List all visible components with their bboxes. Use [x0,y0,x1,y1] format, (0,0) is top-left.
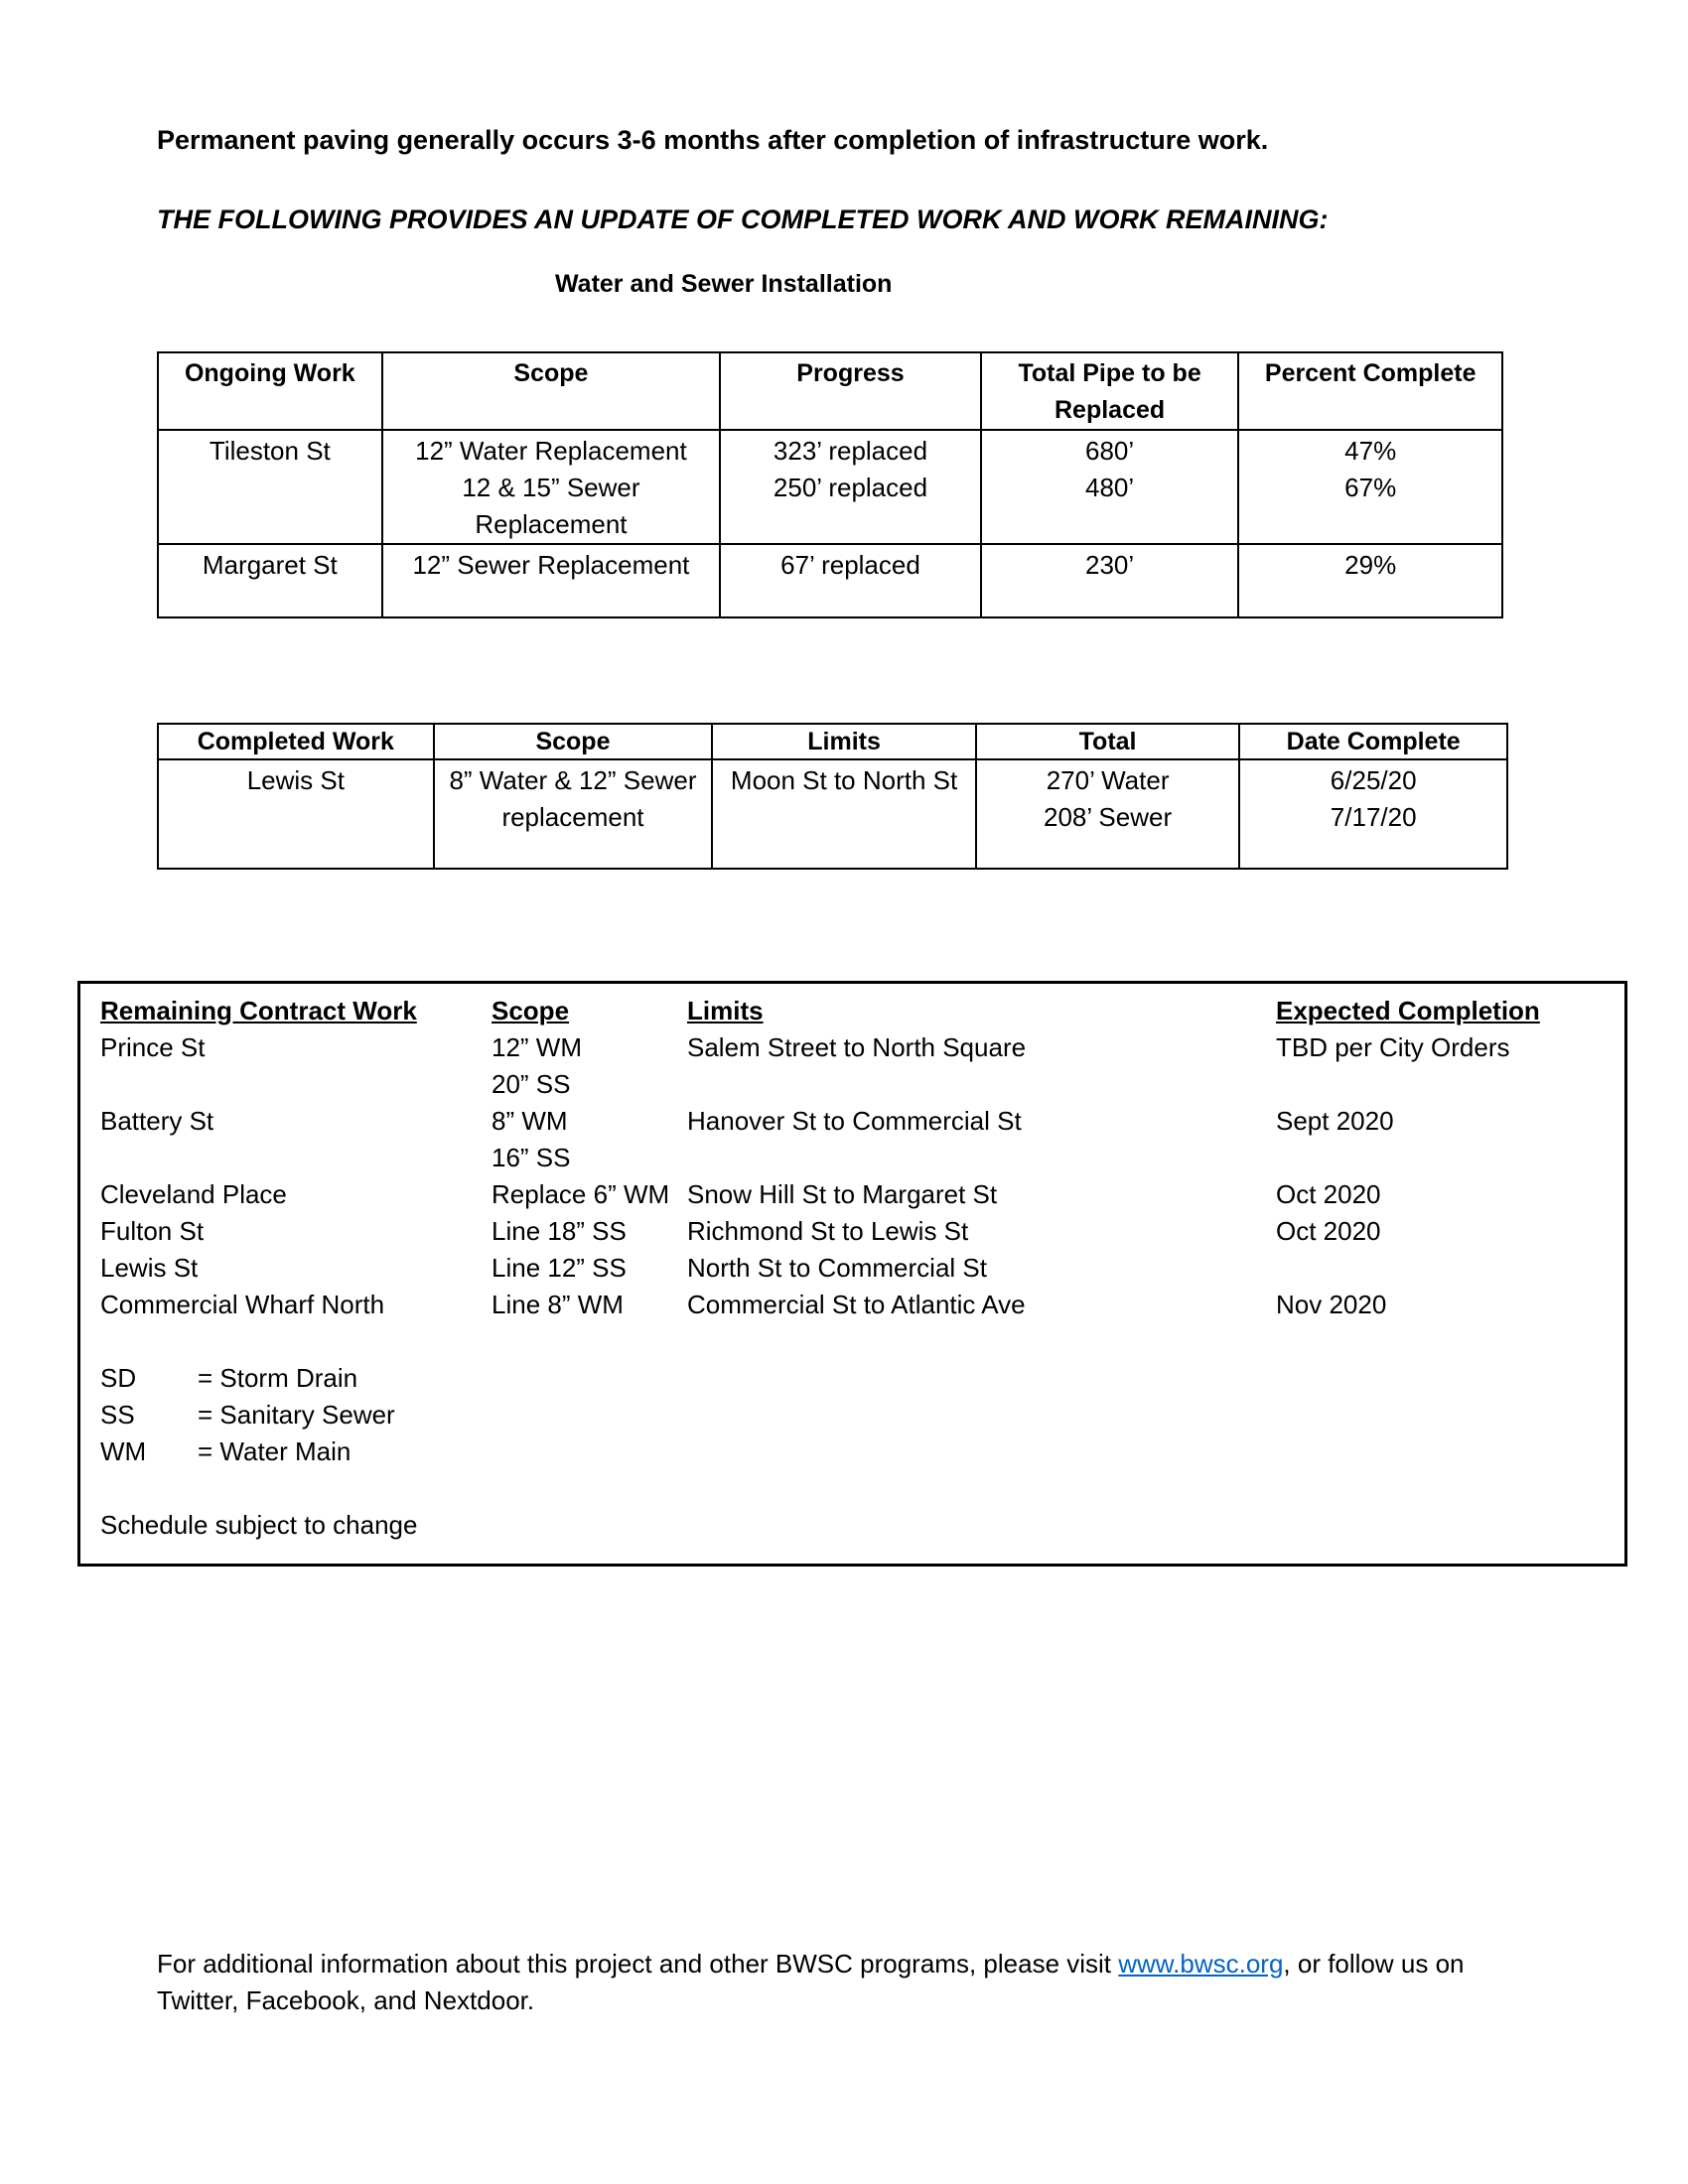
remaining-completion: Sept 2020 [1276,1106,1394,1136]
remaining-scope: Line 12” SS [492,1253,627,1283]
remaining-scope: 20” SS [492,1069,571,1099]
legend-meaning: = Storm Drain [198,1363,358,1393]
remaining-work-name: Commercial Wharf North [100,1290,385,1319]
column-header: Scope [434,724,713,759]
remaining-header-completion: Expected Completion [1276,996,1540,1025]
total-line: 480’ [1085,473,1135,502]
scope-line: 12” Water Replacement [415,436,687,466]
schedule-note: Schedule subject to change [100,1510,418,1540]
remaining-completion: Nov 2020 [1276,1290,1387,1319]
update-heading: THE FOLLOWING PROVIDES AN UPDATE OF COMPLETED WORK AND WORK REMAINING: [157,205,1329,234]
scope-line: 12 & 15” Sewer Replacement [462,473,640,539]
remaining-scope: Line 18” SS [492,1216,627,1246]
table-header-row [158,724,1507,759]
remaining-scope: 8” WM [492,1106,568,1136]
column-header: Date Complete [1239,724,1507,759]
column-header: Completed Work [158,724,434,759]
remaining-limits: North St to Commercial St [687,1253,987,1283]
legend-abbr: SD [100,1363,137,1393]
date-cell [1239,759,1507,869]
total-line: 680’ [1085,436,1135,466]
work-cell: Tileston St [158,430,382,544]
percent-line: 47% [1344,436,1397,466]
table-row [158,430,1502,544]
total-cell: 230’ [981,544,1239,617]
legend-abbr: SS [100,1400,135,1430]
remaining-completion: TBD per City Orders [1276,1032,1510,1062]
work-cell: Lewis St [158,759,434,869]
total-line: 208’ Sewer [1044,802,1173,832]
scope-cell [382,430,721,544]
table-row [158,544,1502,617]
work-cell: Margaret St [158,544,382,617]
percent-cell [1238,430,1502,544]
footer-after-link: , or follow us on Twitter, Facebook, and Nextdoor. [157,1949,1465,2015]
percent-line: 67% [1344,473,1397,502]
remaining-scope: 16” SS [492,1143,571,1172]
column-header: Progress [720,352,981,430]
remaining-limits: Snow Hill St to Margaret St [687,1179,998,1209]
remaining-header-limits: Limits [687,996,764,1025]
total-cell [976,759,1240,869]
scope-cell: 8” Water & 12” Sewer replacement [434,759,713,869]
column-header: Total Pipe to be Replaced [981,352,1239,430]
legend-meaning: = Sanitary Sewer [198,1400,395,1430]
footer-text [157,1946,1547,2019]
total-line: 270’ Water [1046,765,1170,795]
remaining-work-name: Fulton St [100,1216,205,1246]
remaining-limits: Commercial St to Atlantic Ave [687,1290,1026,1319]
remaining-work-name: Battery St [100,1106,214,1136]
remaining-scope: 12” WM [492,1032,582,1062]
paving-notice: Permanent paving generally occurs 3-6 months after completion of infrastructure work. [157,125,1269,155]
table-row [158,759,1507,869]
remaining-header-scope: Scope [492,996,570,1025]
section-title: Water and Sewer Installation [555,270,893,298]
scope-cell: 12” Sewer Replacement [382,544,721,617]
legend-meaning: = Water Main [198,1436,352,1466]
column-header: Limits [712,724,976,759]
progress-line: 323’ replaced [773,436,928,466]
column-header: Scope [382,352,721,430]
footer-before-link: For additional information about this project and other BWSC programs, please visit [157,1949,1119,1979]
date-line: 7/17/20 [1330,802,1417,832]
date-line: 6/25/20 [1330,765,1417,795]
remaining-work-box [77,981,1627,1567]
remaining-completion: Oct 2020 [1276,1179,1381,1209]
remaining-work-name: Lewis St [100,1253,199,1283]
completed-work-table [157,723,1508,870]
remaining-scope: Line 8” WM [492,1290,624,1319]
remaining-work-name: Cleveland Place [100,1179,287,1209]
table-header-row [158,352,1502,430]
progress-cell: 67’ replaced [720,544,981,617]
remaining-header-work: Remaining Contract Work [100,996,417,1025]
total-cell [981,430,1239,544]
remaining-work-name: Prince St [100,1032,206,1062]
progress-line: 250’ replaced [773,473,928,502]
column-header: Ongoing Work [158,352,382,430]
remaining-limits: Richmond St to Lewis St [687,1216,969,1246]
limits-cell: Moon St to North St [712,759,976,869]
bwsc-website-link[interactable]: www.bwsc.org [1118,1949,1284,1979]
column-header: Percent Complete [1238,352,1502,430]
percent-cell: 29% [1238,544,1502,617]
progress-cell [720,430,981,544]
remaining-limits: Salem Street to North Square [687,1032,1027,1062]
remaining-limits: Hanover St to Commercial St [687,1106,1022,1136]
ongoing-work-table [157,351,1503,618]
column-header: Total [976,724,1240,759]
legend-abbr: WM [100,1436,147,1466]
remaining-completion: Oct 2020 [1276,1216,1381,1246]
remaining-scope: Replace 6” WM [492,1179,670,1209]
